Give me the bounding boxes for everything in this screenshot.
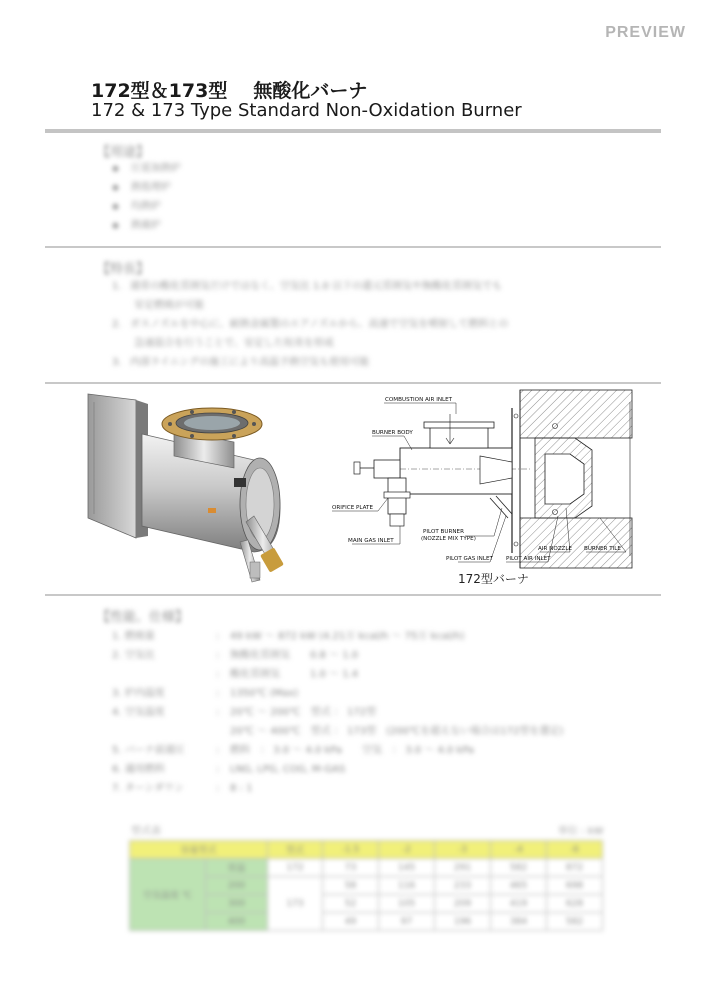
table-group-label: 空気温度 ℃ (130, 859, 206, 931)
title-divider (45, 129, 661, 133)
list-item: ◆ 熱処理炉 (112, 178, 181, 197)
list-item: 1. 通常の酸化雰囲気だけではなく、空気比 1.0 以下の還元雰囲気や無酸化雰囲気でも (112, 281, 503, 292)
table-cell: 698 (547, 877, 603, 895)
table-header-cell: -1.5 (323, 841, 379, 859)
table-cell: 628 (547, 895, 603, 913)
table-cell: 400 (206, 913, 268, 931)
specs-list (112, 627, 563, 798)
table-cell: 384 (491, 913, 547, 931)
spec-row: 6. 適用燃料 : LNG, LPG, COG, M-GAS (112, 764, 346, 775)
capacity-table (129, 840, 603, 931)
table-header-cell: -6 (547, 841, 603, 859)
spec-row: 4. 空気温度 : 20℃ ～ 200℃ 型式 ： 172型 (112, 707, 377, 718)
table-cell: 465 (491, 877, 547, 895)
spec-row: 2. 空気比 : 無酸化雰囲気 0.8 ～ 1.0 (112, 650, 359, 661)
table-cell: 233 (435, 877, 491, 895)
table-header-row (130, 841, 603, 859)
label-air-nozzle: AIR NOZZLE (538, 546, 573, 552)
page-title-en: 172 & 173 Type Standard Non-Oxidation Burner (91, 100, 522, 121)
label-burner-tile: BURNER TILE (584, 546, 621, 552)
burner-cross-section-diagram (330, 388, 660, 588)
table-cell: 172 (268, 859, 323, 877)
list-item-continued: 安定燃焼が可能 (134, 300, 204, 311)
table-unit: 単位 : kW (558, 826, 604, 837)
table-cell: 116 (379, 877, 435, 895)
title-model: 172型＆173型 (91, 80, 228, 102)
table-cell: 419 (491, 895, 547, 913)
section-divider (45, 594, 661, 596)
section-divider (45, 382, 661, 384)
features-list (112, 277, 508, 372)
label-burner-body: BURNER BODY (372, 430, 413, 436)
figure-caption: 172型バーナ (458, 572, 529, 586)
title-name: 無酸化バーナ (253, 80, 368, 102)
table-cell: 582 (491, 859, 547, 877)
label-main-gas-inlet: MAIN GAS INLET (348, 538, 394, 544)
table-cell: 145 (379, 859, 435, 877)
list-item-continued: 急速混合を行うことで、安定した短炎を形成 (134, 338, 334, 349)
spec-row: : 酸化雰囲気 1.0 ～ 1.4 (216, 669, 359, 680)
list-item: ◆ 圧延加熱炉 (112, 159, 181, 178)
table-header-cell: -4 (491, 841, 547, 859)
table-cell: 常温 (206, 859, 268, 877)
label-combustion-air-inlet: COMBUSTION AIR INLET (385, 397, 453, 403)
preview-watermark: PREVIEW (605, 24, 686, 41)
table-cell: 300 (206, 895, 268, 913)
table-header-cell: -3 (435, 841, 491, 859)
table-header-cell: 型式 (268, 841, 323, 859)
section-divider (45, 246, 661, 248)
table-cell: 582 (547, 913, 603, 931)
specs-heading: 【性能、仕様】 (97, 610, 189, 625)
table-cell: 209 (435, 895, 491, 913)
table-cell: 73 (323, 859, 379, 877)
usage-list (112, 159, 181, 235)
table-cell: 196 (435, 913, 491, 931)
label-pilot-gas-inlet: PILOT GAS INLET (446, 556, 493, 562)
table-cell: 200 (206, 877, 268, 895)
list-item: 3. 内部ライニングの施工により高温予熱空気も使用可能 (112, 357, 370, 368)
features-heading: 【特長】 (97, 262, 150, 277)
usage-heading: 【用途】 (97, 145, 150, 160)
table-row (130, 859, 603, 877)
label-pilot-air-inlet: PILOT AIR INLET (506, 556, 551, 562)
table-cell: 49 (323, 913, 379, 931)
spec-row: 20℃ ～ 400℃ 型式 ： 173型 (200℃を超えない場合は172型を選定) (230, 726, 564, 737)
label-orifice-plate: ORIFICE PLATE (332, 505, 373, 511)
spec-row: 1. 燃焼量 : 49 kW ～ 872 kW (4.21万 kcal/h ～ 75万 kcal/h) (112, 631, 465, 642)
table-cell: 291 (435, 859, 491, 877)
table-caption: 型式表 (131, 826, 161, 837)
list-item: ◆ 均熱炉 (112, 197, 181, 216)
spec-row: 5. バーナ前通圧 : 燃料 ： 3.0 ～ 4.0 kPa 空気 ： 3.0 ～ 4.0 kPa (112, 745, 475, 756)
page-title-ja (91, 76, 367, 103)
table-cell: 173 (268, 877, 323, 931)
table-cell: 105 (379, 895, 435, 913)
spec-row: 7. ターンダウン : 8 : 1 (112, 783, 253, 794)
table-cell: 872 (547, 859, 603, 877)
label-nozzle-mix-type: (NOZZLE MIX TYPE) (421, 536, 476, 542)
list-item: ◆ 熱風炉 (112, 216, 181, 235)
spec-row: 3. 炉内温度 : 1350℃ (Max) (112, 688, 299, 699)
table-header-cell: 容量型式 (130, 841, 268, 859)
table-cell: 97 (379, 913, 435, 931)
table-cell: 58 (323, 877, 379, 895)
table-cell: 52 (323, 895, 379, 913)
table-header-cell: -2 (379, 841, 435, 859)
burner-photo (84, 390, 324, 590)
label-pilot-burner: PILOT BURNER (423, 529, 464, 535)
list-item: 2. ガスノズルを中心に、耐熱金属製のエアノズルから、高速で空気を噴射して燃料との (112, 319, 509, 330)
